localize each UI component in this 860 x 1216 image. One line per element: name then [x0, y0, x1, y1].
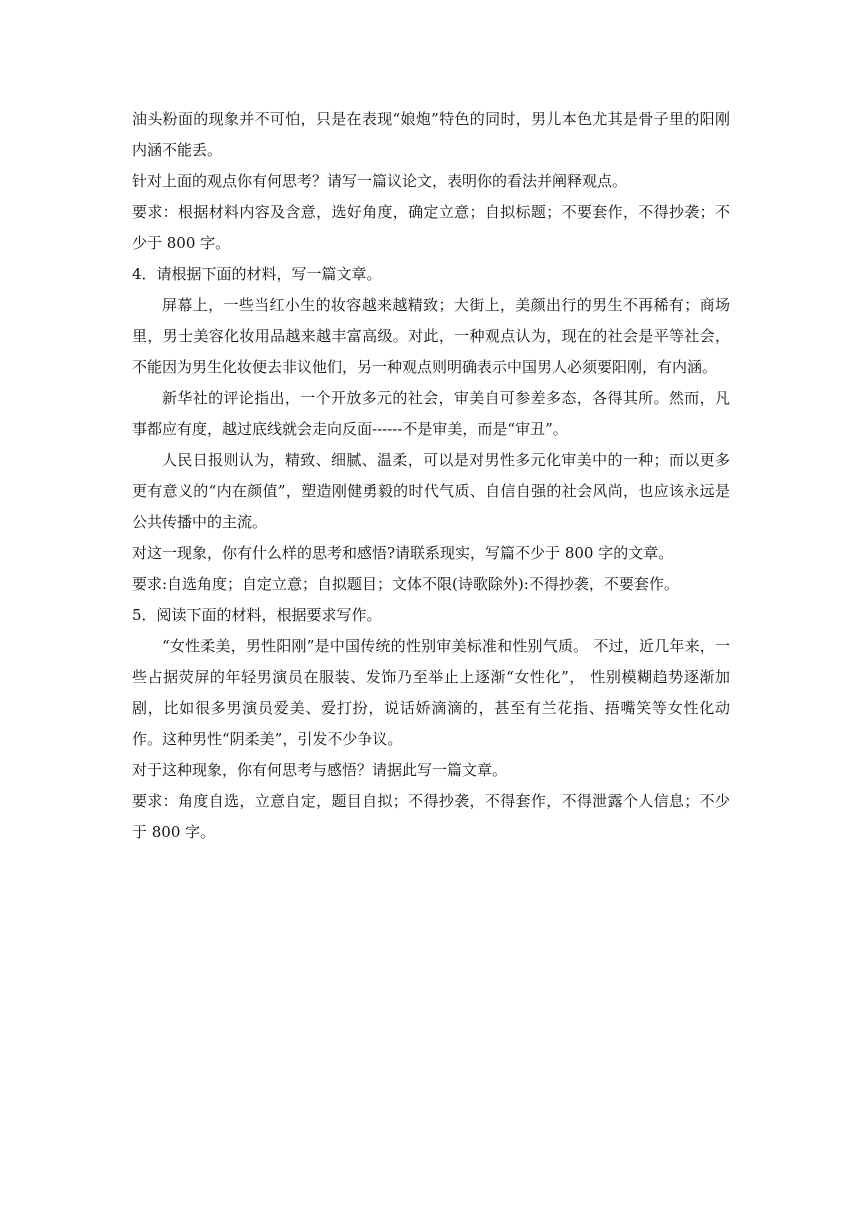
paragraph-requirements-3: 要求：根据材料内容及含意，选好角度，确定立意；自拟标题；不要套作，不得抄袭；不少于 800 字。 [132, 203, 730, 252]
paragraph-requirements-4: 要求:自选角度；自定立意；自拟题目；文体不限(诗歌除外):不得抄袭，不要套作。 [132, 575, 679, 593]
paragraph-intro-end: 油头粉面的现象并不可怕，只是在表现“娘炮”特色的同时，男儿本色尤其是骨子里的阳刚内涵不能丢。 [132, 110, 730, 159]
paragraph-material-5: “女性柔美，男性阳刚”是中国传统的性别审美标准和性别气质。 不过，近几年来，一些占据荧屏的年轻男演员在服装、发饰乃至举止上逐渐“女性化”， 性别模糊趋势逐渐加剧，比如很多男演员爱美、爱打扮，说话娇滴滴的，甚至有兰花指、捂嘴笑等女性化动作。这种男性“阴柔美”，引发不少争议。 [132, 637, 730, 748]
paragraph-material-4-2: 新华社的评论指出，一个开放多元的社会，审美自可参差多态，各得其所。然而，凡事都应有度，越过底线就会走向反面------不是审美，而是“审丑”。 [132, 389, 730, 438]
paragraph-material-4-1: 屏幕上，一些当红小生的妆容越来越精致；大街上，美颜出行的男生不再稀有；商场里，男士美容化妆用品越来越丰富高级。对此，一种观点认为，现在的社会是平等社会，不能因为男生化妆便去非议他们，另一种观点则明确表示中国男人必须要阳刚，有内涵。 [132, 296, 730, 376]
paragraph-material-4-3: 人民日报则认为，精致、细腻、温柔，可以是对男性多元化审美中的一种；而以更多更有意义的“内在颜值”，塑造刚健勇毅的时代气质、自信自强的社会风尚，也应该永远是公共传播中的主流。 [132, 451, 730, 531]
document-body [132, 104, 730, 848]
paragraph-prompt-3: 针对上面的观点你有何思考？请写一篇议论文，表明你的看法并阐释观点。 [132, 172, 628, 190]
paragraph-prompt-5: 对于这种现象，你有何思考与感悟？请据此写一篇文章。 [132, 761, 508, 779]
paragraph-requirements-5: 要求：角度自选，立意自定，题目自拟；不得抄袭，不得套作，不得泄露个人信息；不少于 800 字。 [132, 792, 730, 841]
question-5-heading: 5．阅读下面的材料，根据要求写作。 [132, 606, 382, 624]
question-4-heading: 4．请根据下面的材料，写一篇文章。 [132, 265, 382, 283]
paragraph-prompt-4: 对这一现象，你有什么样的思考和感悟?请联系现实，写篇不少于 800 字的文章。 [132, 544, 674, 562]
